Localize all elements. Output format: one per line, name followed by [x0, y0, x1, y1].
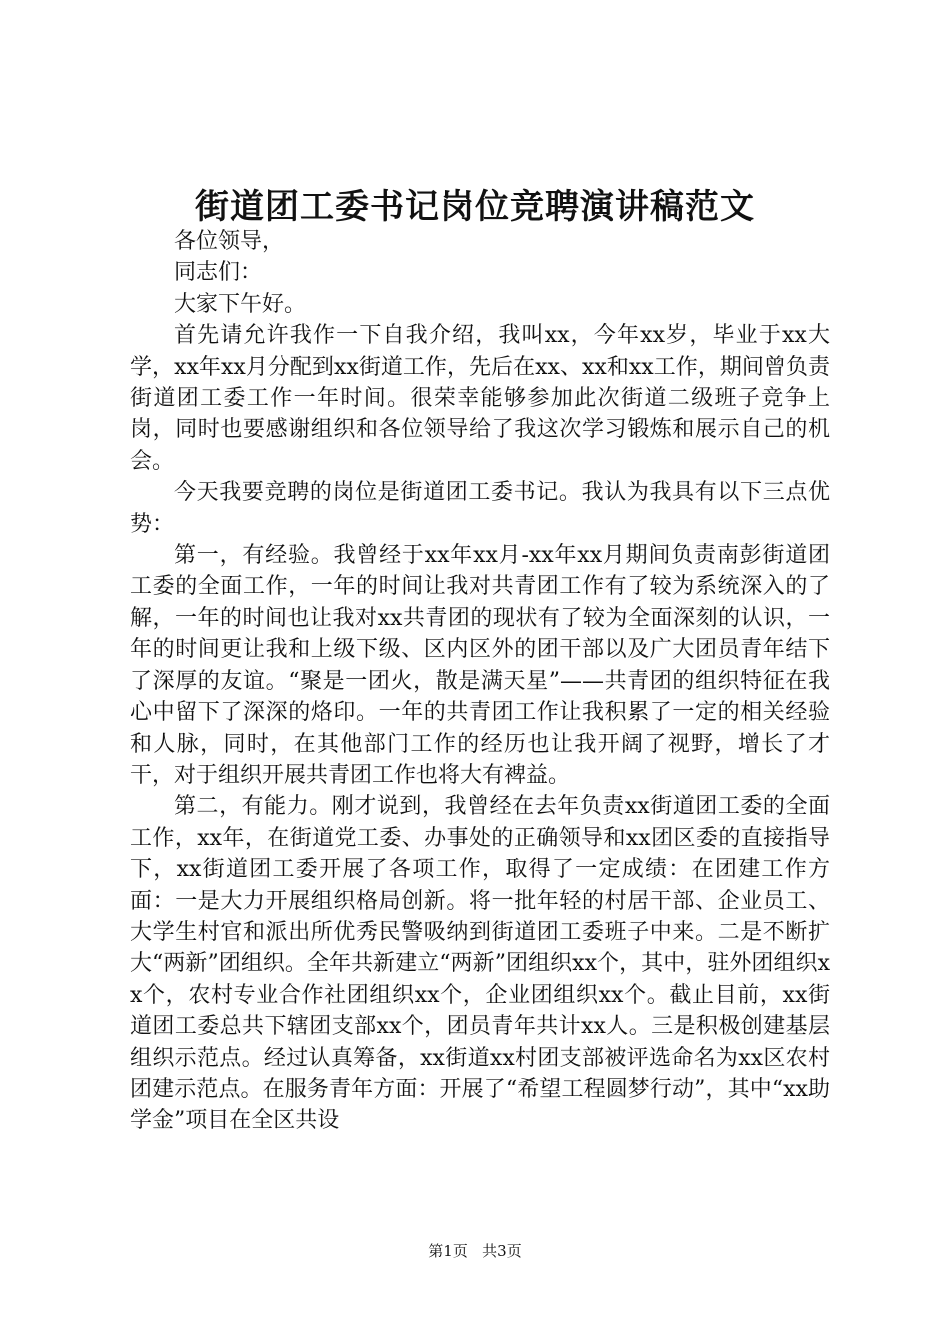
paragraph-ability: 第二，有能力。刚才说到，我曾经在去年负责xx街道团工委的全面工作，xx年，在街道党工委、办事处的正确领导和xx团区委的直接指导下，xx街道团工委开展了各项工作，取得了一定成绩：在团建工作方面：一是大力开展组织格局创新。将一批年轻的村居干部、企业员工、大学生村官和派出所优秀民警吸纳到街道团工委班子中来。二是不断扩大“两新”团组织。全年共新建立“两新”团组织xx个，其中，驻外团组织xx个，农村专业合作社团组织xx个，企业团组织xx个。截止目前，xx街道团工委总共下辖团支部xx个，团员青年共计xx人。三是积极创建基层组织示范点。经过认真筹备，xx街道xx村团支部被评选命名为xx区农村团建示范点。在服务青年方面：开展了“希望工程圆梦行动”，其中“xx助学金”项目在全区共设	[130, 794, 830, 1134]
page-total: 共3页	[482, 1242, 522, 1260]
document-title: 街道团工委书记岗位竞聘演讲稿范文	[195, 187, 755, 227]
salutation-leaders: 各位领导，	[174, 229, 285, 254]
paragraph-self-introduction: 首先请允许我作一下自我介绍，我叫xx，今年xx岁，毕业于xx大学，xx年xx月分配到xx街道工作，先后在xx、xx和xx工作，期间曾负责街道团工委工作一年时间。很荣幸能够参加此次街道二级班子竞争上岗，同时也要感谢组织和各位领导给了我这次学习锻炼和展示自己的机会。	[130, 323, 830, 474]
paragraph-position: 今天我要竞聘的岗位是街道团工委书记。我认为我具有以下三点优势：	[130, 480, 830, 537]
greeting: 大家下午好。	[174, 291, 307, 317]
page-footer	[0, 1241, 950, 1261]
document-body	[130, 226, 830, 1137]
salutation-comrades: 同志们：	[174, 260, 263, 286]
paragraph-experience: 第一，有经验。我曾经于xx年xx月-xx年xx月期间负责南彭街道团工委的全面工作，一年的时间让我对共青团工作有了较为系统深入的了解，一年的时间也让我对xx共青团的现状有了较为全面深刻的认识，一年的时间更让我和上级下级、区内区外的团干部以及广大团员青年结下了深厚的友谊。“聚是一团火，散是满天星”——共青团的组织特征在我心中留下了深深的烙印。一年的共青团工作让我积累了一定的相关经验和人脉，同时，在其他部门工作的经历也让我开阔了视野，增长了才干，对于组织开展共青团工作也将大有裨益。	[130, 543, 830, 788]
page-number: 第1页	[428, 1242, 468, 1260]
